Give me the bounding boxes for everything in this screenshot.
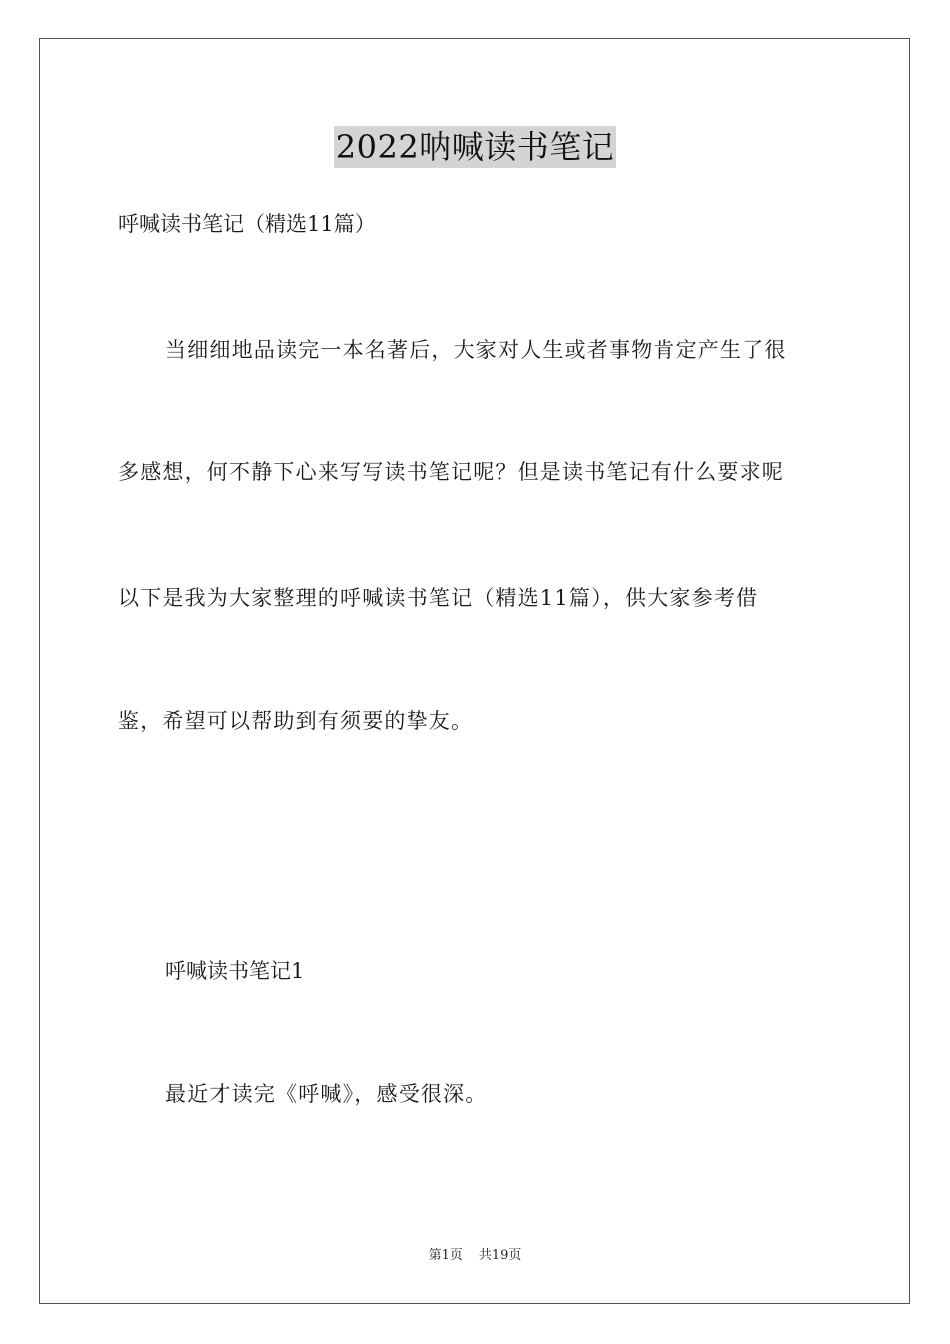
section-paragraph-line-1: 最近才读完《呼喊》，感受很深。 [165,1082,488,1106]
page-number: 第1页 [428,1248,463,1263]
section-heading: 呼喊读书笔记1 [165,959,305,983]
intro-paragraph-line-2: 多感想，何不静下心来写写读书笔记呢？但是读书笔记有什么要求呢 [118,460,784,484]
document-subtitle: 呼喊读书笔记（精选11篇） [118,212,376,236]
page-footer [0,1247,950,1265]
intro-paragraph-line-4: 鉴，希望可以帮助到有须要的挚友。 [118,709,474,733]
intro-paragraph-line-3: 以下是我为大家整理的呼喊读书笔记（精选11篇），供大家参考借 [118,586,759,610]
intro-paragraph-line-1: 当细细地品读完一本名著后，大家对人生或者事物肯定产生了很 [165,338,787,362]
title-container [0,126,950,168]
total-pages: 共19页 [478,1248,522,1263]
document-title: 2022呐喊读书笔记 [335,128,615,166]
